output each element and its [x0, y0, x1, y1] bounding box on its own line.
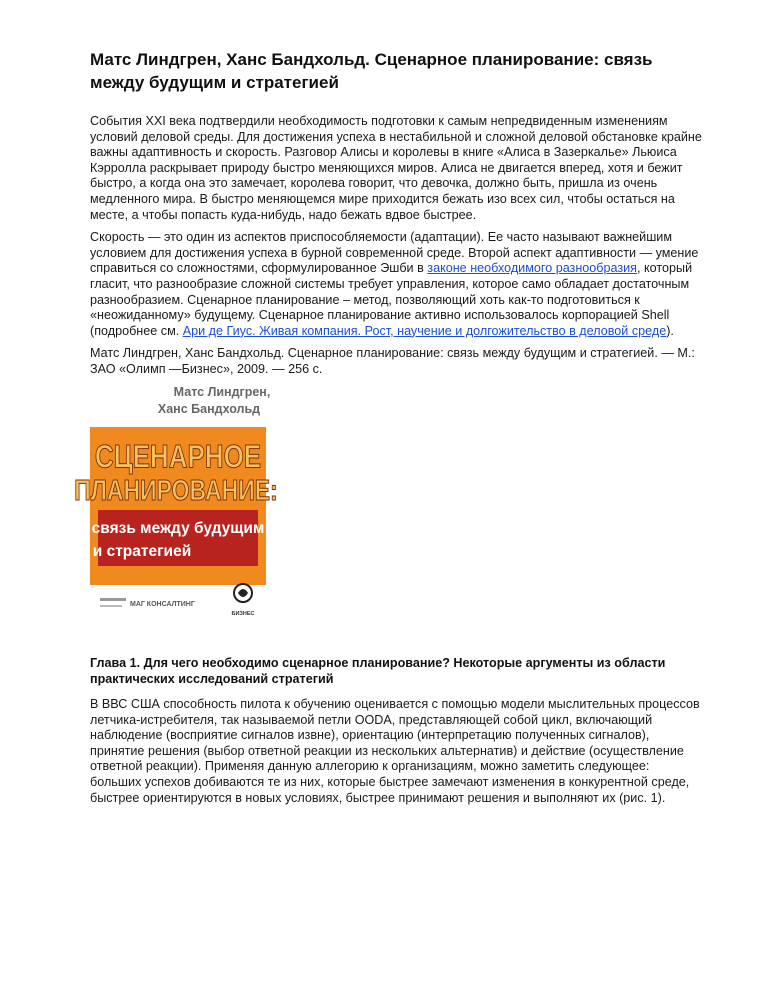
book-cover-image [74, 380, 278, 626]
adaptivity-text-2: , который гласит, что разнообразие сложной системы требует управления, которое само обладает достаточным разнообразием. Сценарное планирование – метод, позволяющий хоть как-то подготовиться к «неожиданному» будущему. Сценарное планирование активно использовалось корпорацией Shell (подробнее см. [90, 261, 693, 338]
law-of-requisite-variety-link[interactable]: законе необходимого разнообразия [427, 261, 638, 276]
adaptivity-paragraph [90, 230, 702, 339]
chapter-1-paragraph: В ВВС США способность пилота к обучению оценивается с помощью модели мыслительных процессов летчика-истребителя, так называемой петли OODA, представляющей собой цикл, включающий наблюдение (восприятие сигналов извне), ориентацию (интерпретацию полученных сигналов), принятие решения (выбор ответной реакции из нескольких альтернатив) и действие (осуществление ответной реакции). Применяя данную аллегорию к организациям, можно заметить следующее: больших успехов добиваются те из них, которые быстрее замечают изменения в конкурентной среде, быстрее ориентируются в новых условиях, быстрее принимают решения и выполняют их (рис. 1). [90, 697, 700, 805]
article-intro [90, 48, 702, 378]
cover-publisher-1: МАГ КОНСАЛТИНГ [130, 601, 195, 608]
chapter-1-section [90, 697, 702, 806]
cover-title-1: СЦЕНАРНОЕ [94, 438, 262, 476]
cover-subtitle-1: связь между будущим [91, 520, 265, 537]
cover-author-1: Матс Линдгрен, [173, 385, 271, 399]
book-citation: Матс Линдгрен, Ханс Бандхольд. Сценарное планирование: связь между будущим и стратегией. — М.: ЗАО «Олимп —Бизнес», 2009. — 256 с. [90, 346, 695, 376]
cover-title-2: ПЛАНИРОВАНИЕ: [74, 473, 278, 507]
cover-publisher-2: БИЗНЕС [231, 611, 255, 617]
chapter-1-heading: Глава 1. Для чего необходимо сценарное планирование? Некоторые аргументы из области практических исследований стратегий [90, 656, 666, 686]
cover-author-2: Ханс Бандхольд [157, 402, 261, 416]
article-title: Матс Линдгрен, Ханс Бандхольд. Сценарное планирование: связь между будущим и стратегией [90, 50, 653, 92]
intro-paragraph: События XXI века подтвердили необходимость подготовки к самым непредвиденным изменениям условий деловой среды. Для достижения успеха в нестабильной и сложной деловой обстановке крайне важны адаптивность и скорость. Разговор Алисы и королевы в книге «Алиса в Зазеркалье» Льюиса Кэрролла раскрывает природу быстро меняющихся миров. Алиса не двигается вперед, хотя и бежит быстро, а когда она это замечает, королева говорит, что девочка, должно быть, пришла из очень медленного мира. В быстро меняющемся мире приходится бежать изо всех сил, чтобы остаться на месте, а чтобы попасть куда-нибудь, надо бежать вдвое быстрее. [90, 114, 702, 222]
living-company-book-link[interactable]: Ари де Гиус. Живая компания. Рост, научение и долгожительство в деловой среде [182, 323, 667, 338]
adaptivity-text-1: Скорость — это один из аспектов приспособляемости (адаптации). Ее часто называют важнейшим условием для достижения успеха в бурной современной среде. Второй аспект адаптивности — умение справиться со сложностями, сформулированное Эшби в [90, 230, 699, 276]
adaptivity-text-3: ). [666, 323, 674, 338]
cover-subtitle-2: и стратегией [92, 543, 192, 560]
